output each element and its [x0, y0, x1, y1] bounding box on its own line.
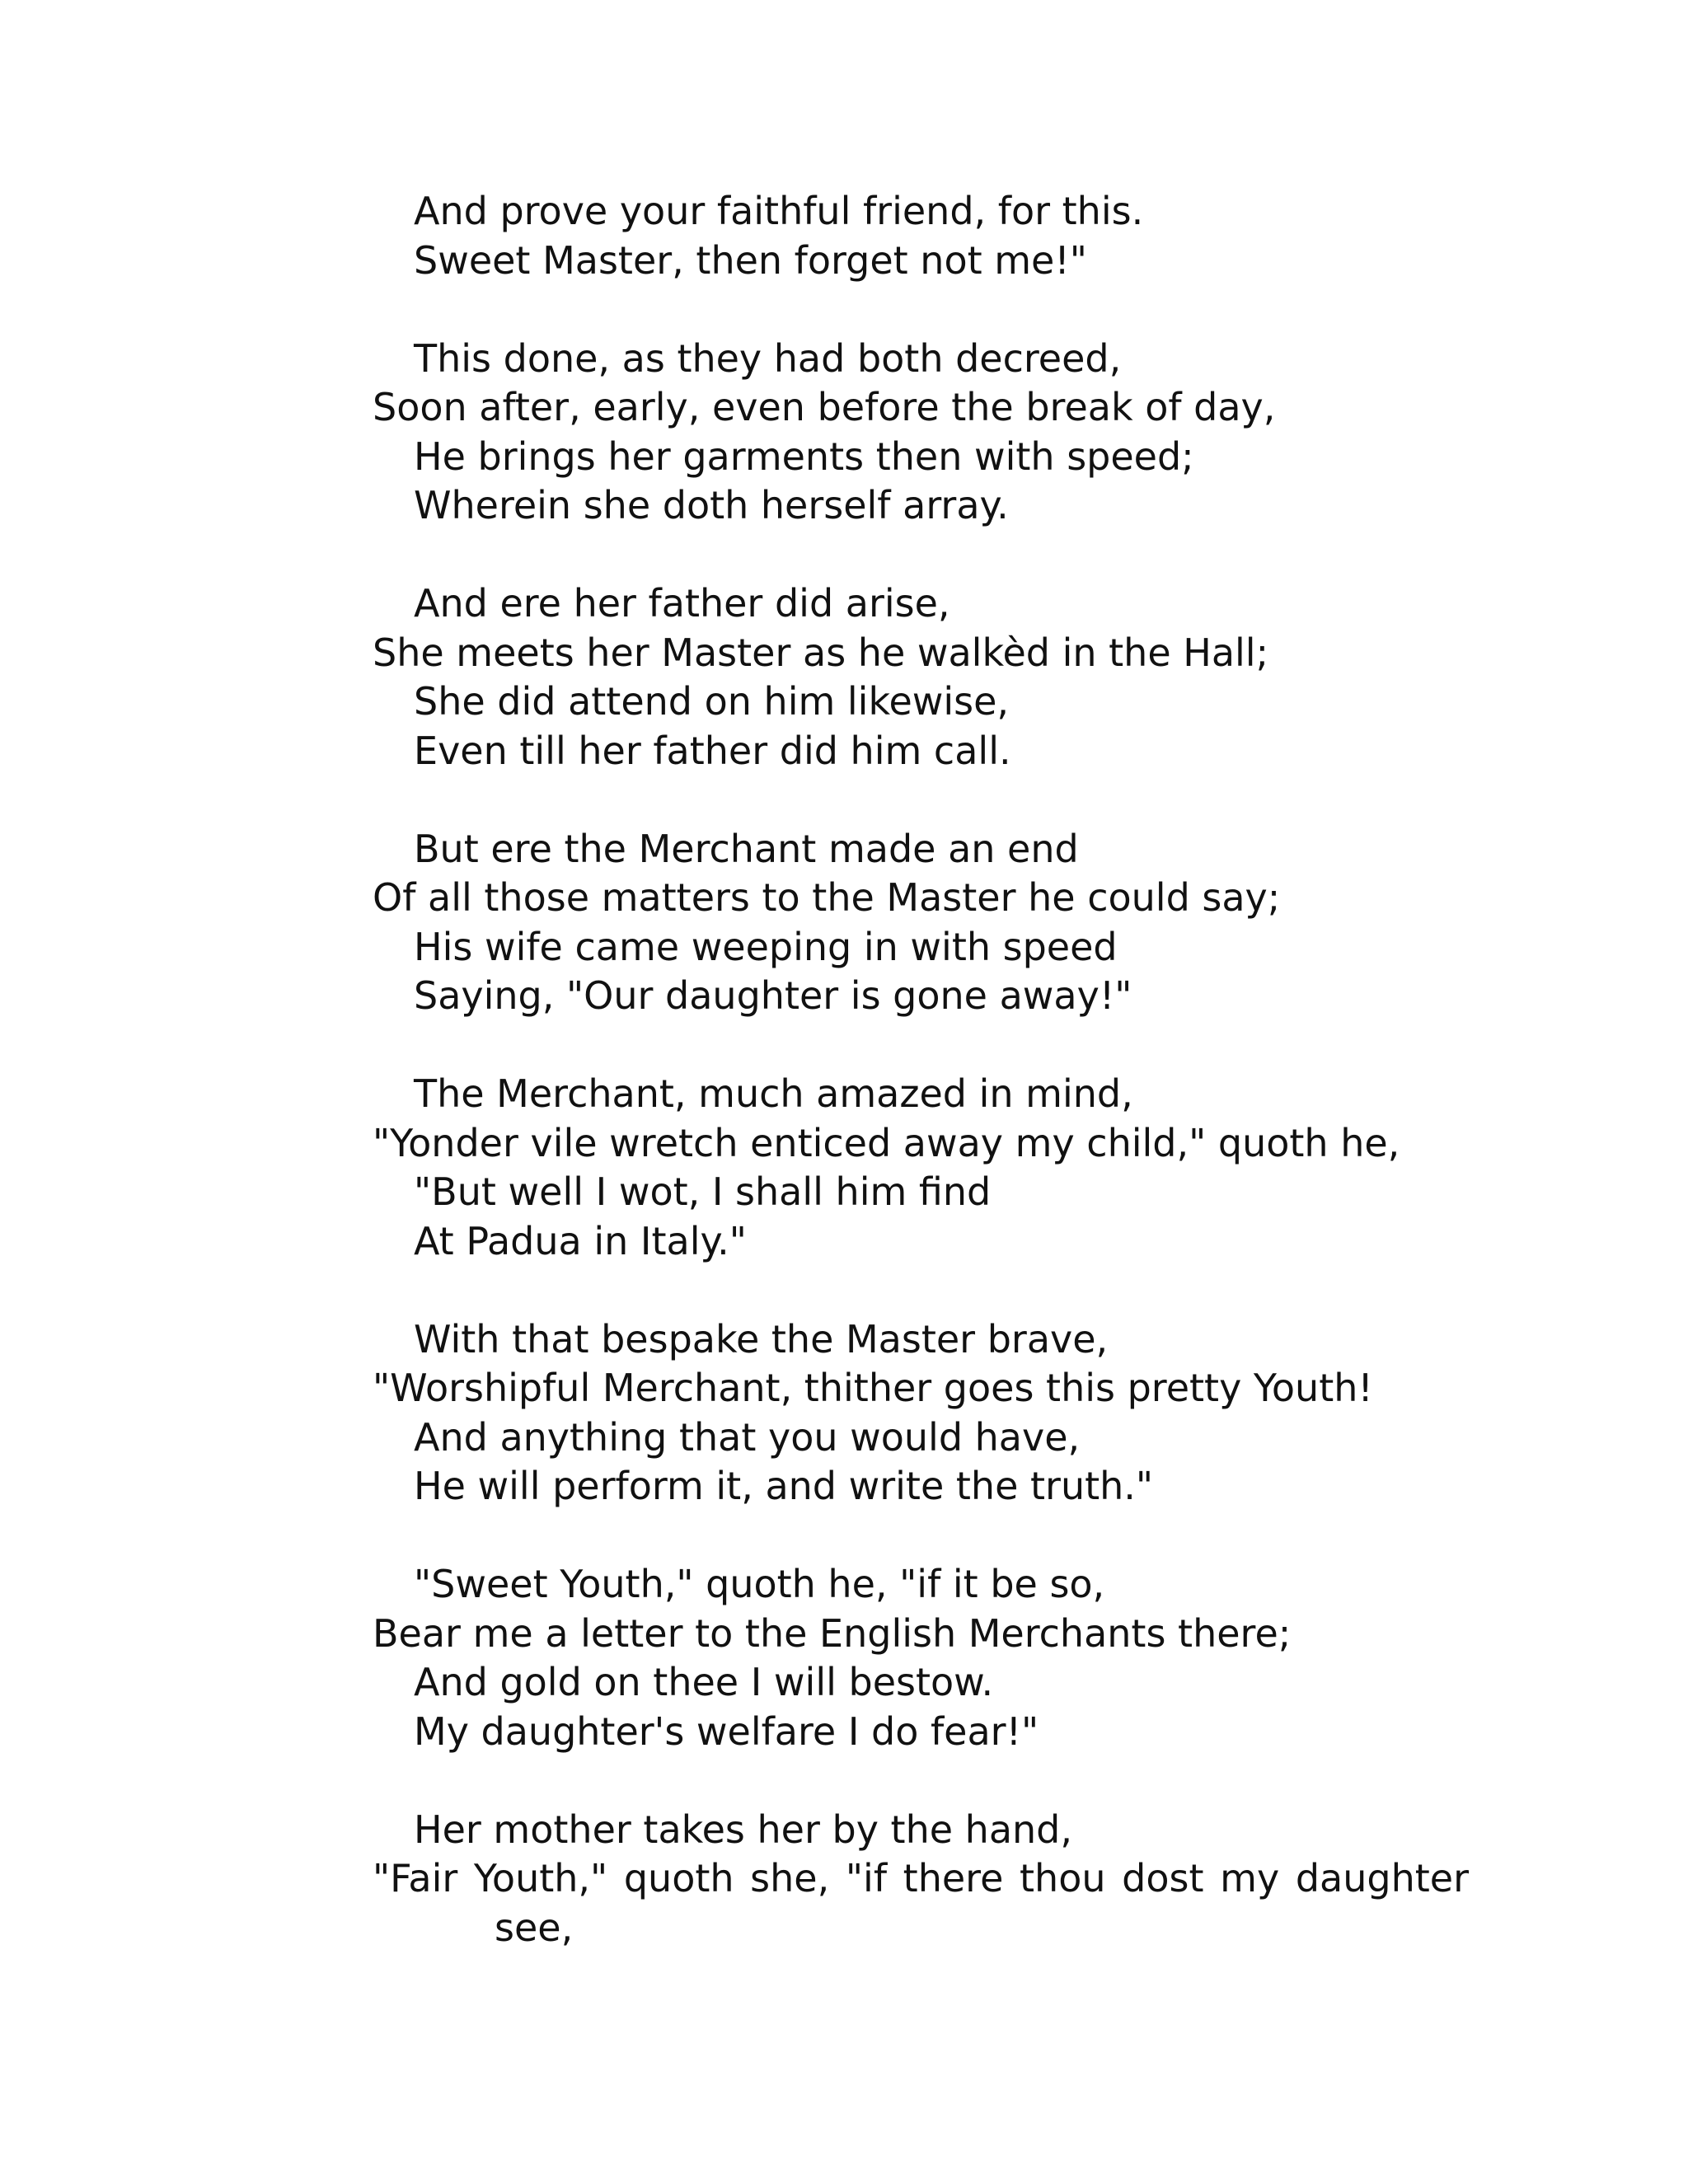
verse-line-continuation: see,: [495, 1905, 574, 1950]
stanza-3: [373, 579, 1469, 776]
verse-line: My daughter's welfare I do fear!": [414, 1708, 1039, 1754]
verse-line: And gold on thee I will bestow.: [414, 1660, 994, 1704]
stanza-2: [373, 335, 1469, 531]
verse-line: He brings her garments then with speed;: [414, 434, 1194, 479]
verse-line: The Merchant, much amazed in mind,: [414, 1071, 1133, 1116]
stanza-8: [373, 1806, 1469, 1953]
verse-line: "Worshipful Merchant, thither goes this pretty Youth!: [373, 1366, 1373, 1410]
verse-line: Sweet Master, then forget not me!": [414, 237, 1087, 283]
stanza-1: [373, 187, 1469, 285]
stanza-5: [373, 1070, 1469, 1266]
verse-line: With that bespake the Master brave,: [414, 1316, 1109, 1361]
stanza-7: [373, 1560, 1469, 1756]
verse-line: "Fair Youth," quoth she, "if there thou dost my daughter: [373, 1856, 1469, 1900]
verse-line: Wherein she doth herself array.: [414, 483, 1009, 527]
verse-line: Bear me a letter to the English Merchants there;: [373, 1610, 1292, 1656]
verse-line: He will perform it, and write the truth.": [414, 1464, 1154, 1508]
verse-line: And ere her father did arise,: [414, 581, 950, 626]
verse-line: This done, as they had both decreed,: [414, 335, 1122, 381]
verse-line: At Padua in Italy.": [414, 1218, 747, 1263]
verse-line: She did attend on him likewise,: [414, 679, 1010, 724]
verse-line: And prove your faithful friend, for this.: [414, 189, 1144, 233]
stanza-6: [373, 1315, 1469, 1511]
verse-line: Of all those matters to the Master he could say;: [373, 875, 1281, 920]
verse-line: But ere the Merchant made an end: [414, 826, 1079, 871]
poem-text: [373, 187, 1469, 2002]
verse-line: "Yonder vile wretch enticed away my child," quoth he,: [373, 1120, 1400, 1165]
verse-line: Soon after, early, even before the break of day,: [373, 385, 1276, 429]
stanza-4: [373, 825, 1469, 1021]
verse-line: She meets her Master as he walkèd in the Hall;: [373, 630, 1269, 675]
verse-line: Even till her father did him call.: [414, 728, 1011, 773]
verse-line: His wife came weeping in with speed: [414, 924, 1118, 969]
verse-line: "Sweet Youth," quoth he, "if it be so,: [414, 1562, 1105, 1606]
verse-line: Saying, "Our daughter is gone away!": [414, 973, 1132, 1018]
verse-line: And anything that you would have,: [414, 1414, 1081, 1460]
verse-line: "But well I wot, I shall him find: [414, 1169, 992, 1214]
verse-line: Her mother takes her by the hand,: [414, 1807, 1072, 1852]
